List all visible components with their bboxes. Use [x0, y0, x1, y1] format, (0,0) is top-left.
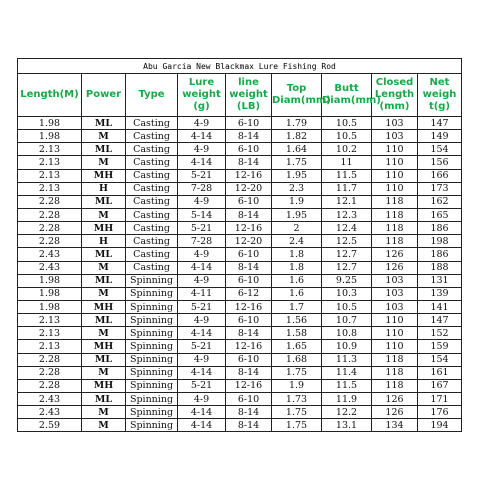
cell-line-weight: 12-20 — [226, 182, 272, 195]
cell-closed-length: 110 — [372, 314, 418, 327]
cell-butt-diam: 13.1 — [322, 419, 372, 432]
cell-line-weight: 8-14 — [226, 156, 272, 169]
cell-top-diam: 1.75 — [272, 366, 322, 379]
cell-closed-length: 103 — [372, 130, 418, 143]
cell-lure-weight: 5-21 — [178, 169, 226, 182]
cell-lure-weight: 4-9 — [178, 248, 226, 261]
cell-top-diam: 1.8 — [272, 248, 322, 261]
cell-lure-weight: 4-11 — [178, 287, 226, 300]
cell-net-weight: 171 — [418, 392, 462, 405]
cell-net-weight: 141 — [418, 300, 462, 313]
cell-power: MH — [82, 222, 126, 235]
cell-net-weight: 147 — [418, 117, 462, 130]
table-row — [18, 182, 462, 195]
cell-line-weight: 8-14 — [226, 208, 272, 221]
cell-type: Casting — [126, 248, 178, 261]
table-row — [18, 353, 462, 366]
cell-type: Spinning — [126, 406, 178, 419]
header-type: Type — [126, 74, 178, 117]
cell-line-weight: 6-10 — [226, 143, 272, 156]
cell-net-weight: 176 — [418, 406, 462, 419]
cell-net-weight: 166 — [418, 169, 462, 182]
cell-type: Spinning — [126, 340, 178, 353]
cell-length: 2.13 — [18, 314, 82, 327]
cell-power: ML — [82, 248, 126, 261]
cell-lure-weight: 4-9 — [178, 117, 226, 130]
cell-type: Spinning — [126, 327, 178, 340]
cell-net-weight: 152 — [418, 327, 462, 340]
spec-table — [17, 58, 462, 432]
cell-net-weight: 149 — [418, 130, 462, 143]
spec-sheet — [17, 58, 461, 432]
cell-butt-diam: 10.3 — [322, 287, 372, 300]
cell-type: Casting — [126, 261, 178, 274]
cell-length: 2.43 — [18, 248, 82, 261]
cell-butt-diam: 10.5 — [322, 130, 372, 143]
cell-lure-weight: 4-14 — [178, 156, 226, 169]
cell-butt-diam: 10.5 — [322, 117, 372, 130]
cell-butt-diam: 12.4 — [322, 222, 372, 235]
cell-closed-length: 118 — [372, 353, 418, 366]
cell-power: ML — [82, 117, 126, 130]
cell-top-diam: 1.75 — [272, 406, 322, 419]
header-line-weight: line weight (LB) — [226, 74, 272, 117]
cell-power: MH — [82, 169, 126, 182]
cell-butt-diam: 10.9 — [322, 340, 372, 353]
cell-butt-diam: 10.2 — [322, 143, 372, 156]
cell-lure-weight: 4-14 — [178, 261, 226, 274]
cell-line-weight: 6-10 — [226, 248, 272, 261]
cell-lure-weight: 4-9 — [178, 143, 226, 156]
table-row — [18, 143, 462, 156]
cell-line-weight: 6-10 — [226, 274, 272, 287]
cell-lure-weight: 4-14 — [178, 130, 226, 143]
cell-butt-diam: 11.5 — [322, 169, 372, 182]
cell-length: 2.43 — [18, 406, 82, 419]
header-closed-length: Closed Length (mm) — [372, 74, 418, 117]
cell-lure-weight: 4-14 — [178, 406, 226, 419]
cell-line-weight: 8-14 — [226, 419, 272, 432]
table-row — [18, 195, 462, 208]
cell-closed-length: 118 — [372, 235, 418, 248]
cell-lure-weight: 4-9 — [178, 195, 226, 208]
cell-line-weight: 6-10 — [226, 392, 272, 405]
cell-butt-diam: 11.3 — [322, 353, 372, 366]
cell-butt-diam: 12.3 — [322, 208, 372, 221]
cell-length: 2.28 — [18, 353, 82, 366]
cell-type: Spinning — [126, 366, 178, 379]
cell-lure-weight: 5-21 — [178, 340, 226, 353]
cell-butt-diam: 12.5 — [322, 235, 372, 248]
cell-type: Spinning — [126, 379, 178, 392]
cell-length: 2.43 — [18, 261, 82, 274]
cell-net-weight: 173 — [418, 182, 462, 195]
cell-power: M — [82, 406, 126, 419]
cell-net-weight: 139 — [418, 287, 462, 300]
cell-net-weight: 159 — [418, 340, 462, 353]
cell-closed-length: 110 — [372, 340, 418, 353]
header-row — [18, 74, 462, 117]
cell-line-weight: 6-10 — [226, 314, 272, 327]
cell-power: MH — [82, 300, 126, 313]
cell-net-weight: 186 — [418, 222, 462, 235]
cell-power: M — [82, 287, 126, 300]
cell-length: 2.13 — [18, 169, 82, 182]
cell-length: 1.98 — [18, 117, 82, 130]
cell-length: 2.28 — [18, 195, 82, 208]
table-row — [18, 156, 462, 169]
cell-net-weight: 194 — [418, 419, 462, 432]
cell-line-weight: 12-16 — [226, 379, 272, 392]
table-body — [18, 117, 462, 432]
cell-line-weight: 8-14 — [226, 406, 272, 419]
cell-length: 2.28 — [18, 222, 82, 235]
cell-power: M — [82, 366, 126, 379]
cell-top-diam: 1.64 — [272, 143, 322, 156]
cell-line-weight: 8-14 — [226, 327, 272, 340]
cell-lure-weight: 5-21 — [178, 300, 226, 313]
cell-power: ML — [82, 353, 126, 366]
table-row — [18, 130, 462, 143]
cell-type: Spinning — [126, 314, 178, 327]
cell-top-diam: 1.7 — [272, 300, 322, 313]
cell-net-weight: 188 — [418, 261, 462, 274]
cell-lure-weight: 4-9 — [178, 314, 226, 327]
header-lure-weight: Lure weight (g) — [178, 74, 226, 117]
cell-length: 2.28 — [18, 208, 82, 221]
table-row — [18, 287, 462, 300]
cell-closed-length: 118 — [372, 366, 418, 379]
cell-closed-length: 134 — [372, 419, 418, 432]
table-row — [18, 117, 462, 130]
cell-line-weight: 6-12 — [226, 287, 272, 300]
cell-lure-weight: 5-21 — [178, 222, 226, 235]
cell-type: Casting — [126, 195, 178, 208]
header-butt-diam: Butt Diam(mm) — [322, 74, 372, 117]
cell-lure-weight: 4-9 — [178, 274, 226, 287]
cell-closed-length: 110 — [372, 143, 418, 156]
cell-butt-diam: 12.2 — [322, 406, 372, 419]
cell-power: MH — [82, 379, 126, 392]
cell-line-weight: 6-10 — [226, 117, 272, 130]
cell-closed-length: 110 — [372, 327, 418, 340]
cell-top-diam: 1.65 — [272, 340, 322, 353]
table-row — [18, 169, 462, 182]
cell-power: M — [82, 208, 126, 221]
cell-line-weight: 12-16 — [226, 169, 272, 182]
cell-net-weight: 167 — [418, 379, 462, 392]
cell-butt-diam: 11 — [322, 156, 372, 169]
cell-closed-length: 118 — [372, 195, 418, 208]
cell-length: 1.98 — [18, 130, 82, 143]
table-title: Abu Garcia New Blackmax Lure Fishing Rod — [18, 59, 462, 74]
cell-type: Spinning — [126, 287, 178, 300]
cell-line-weight: 12-16 — [226, 340, 272, 353]
cell-length: 2.13 — [18, 327, 82, 340]
table-row — [18, 208, 462, 221]
cell-net-weight: 165 — [418, 208, 462, 221]
cell-line-weight: 8-14 — [226, 261, 272, 274]
cell-top-diam: 2 — [272, 222, 322, 235]
cell-type: Spinning — [126, 300, 178, 313]
table-row — [18, 222, 462, 235]
cell-lure-weight: 4-14 — [178, 366, 226, 379]
cell-line-weight: 12-16 — [226, 222, 272, 235]
header-net-weight: Net weigh t(g) — [418, 74, 462, 117]
cell-lure-weight: 4-9 — [178, 353, 226, 366]
cell-top-diam: 2.3 — [272, 182, 322, 195]
cell-closed-length: 126 — [372, 248, 418, 261]
cell-type: Casting — [126, 235, 178, 248]
cell-lure-weight: 5-14 — [178, 208, 226, 221]
cell-net-weight: 131 — [418, 274, 462, 287]
table-row — [18, 314, 462, 327]
cell-butt-diam: 12.7 — [322, 261, 372, 274]
cell-top-diam: 1.9 — [272, 195, 322, 208]
table-row — [18, 300, 462, 313]
cell-power: H — [82, 182, 126, 195]
cell-type: Casting — [126, 222, 178, 235]
cell-closed-length: 103 — [372, 117, 418, 130]
cell-net-weight: 198 — [418, 235, 462, 248]
cell-length: 1.98 — [18, 274, 82, 287]
cell-top-diam: 1.68 — [272, 353, 322, 366]
cell-butt-diam: 10.5 — [322, 300, 372, 313]
cell-net-weight: 161 — [418, 366, 462, 379]
cell-line-weight: 6-10 — [226, 353, 272, 366]
cell-length: 1.98 — [18, 287, 82, 300]
cell-type: Spinning — [126, 392, 178, 405]
cell-closed-length: 110 — [372, 156, 418, 169]
cell-net-weight: 154 — [418, 143, 462, 156]
cell-closed-length: 103 — [372, 300, 418, 313]
cell-top-diam: 1.8 — [272, 261, 322, 274]
cell-power: ML — [82, 274, 126, 287]
cell-lure-weight: 4-14 — [178, 419, 226, 432]
cell-net-weight: 162 — [418, 195, 462, 208]
cell-length: 1.98 — [18, 300, 82, 313]
cell-butt-diam: 12.1 — [322, 195, 372, 208]
table-row — [18, 261, 462, 274]
cell-top-diam: 1.75 — [272, 419, 322, 432]
cell-butt-diam: 9.25 — [322, 274, 372, 287]
cell-line-weight: 12-20 — [226, 235, 272, 248]
table-row — [18, 340, 462, 353]
cell-top-diam: 1.6 — [272, 274, 322, 287]
cell-line-weight: 8-14 — [226, 366, 272, 379]
cell-top-diam: 1.73 — [272, 392, 322, 405]
cell-closed-length: 110 — [372, 169, 418, 182]
cell-top-diam: 1.56 — [272, 314, 322, 327]
header-power: Power — [82, 74, 126, 117]
cell-length: 2.28 — [18, 379, 82, 392]
cell-type: Spinning — [126, 353, 178, 366]
cell-closed-length: 110 — [372, 182, 418, 195]
cell-closed-length: 126 — [372, 392, 418, 405]
cell-power: M — [82, 327, 126, 340]
cell-closed-length: 126 — [372, 406, 418, 419]
cell-type: Casting — [126, 169, 178, 182]
cell-closed-length: 118 — [372, 208, 418, 221]
cell-power: H — [82, 235, 126, 248]
cell-type: Casting — [126, 156, 178, 169]
table-row — [18, 379, 462, 392]
table-row — [18, 235, 462, 248]
cell-length: 2.13 — [18, 156, 82, 169]
cell-lure-weight: 7-28 — [178, 235, 226, 248]
cell-length: 2.13 — [18, 340, 82, 353]
cell-power: M — [82, 419, 126, 432]
cell-top-diam: 1.75 — [272, 156, 322, 169]
cell-power: M — [82, 156, 126, 169]
cell-type: Casting — [126, 117, 178, 130]
cell-type: Casting — [126, 208, 178, 221]
cell-line-weight: 6-10 — [226, 195, 272, 208]
cell-length: 2.59 — [18, 419, 82, 432]
cell-lure-weight: 4-14 — [178, 327, 226, 340]
table-row — [18, 327, 462, 340]
cell-type: Spinning — [126, 419, 178, 432]
cell-closed-length: 103 — [372, 287, 418, 300]
cell-closed-length: 126 — [372, 261, 418, 274]
cell-closed-length: 103 — [372, 274, 418, 287]
cell-butt-diam: 12.7 — [322, 248, 372, 261]
cell-type: Casting — [126, 130, 178, 143]
table-row — [18, 406, 462, 419]
cell-top-diam: 1.95 — [272, 169, 322, 182]
cell-length: 2.28 — [18, 366, 82, 379]
cell-line-weight: 8-14 — [226, 130, 272, 143]
cell-butt-diam: 11.9 — [322, 392, 372, 405]
cell-top-diam: 1.58 — [272, 327, 322, 340]
cell-top-diam: 1.6 — [272, 287, 322, 300]
cell-length: 2.28 — [18, 235, 82, 248]
cell-top-diam: 1.79 — [272, 117, 322, 130]
cell-top-diam: 1.95 — [272, 208, 322, 221]
cell-type: Spinning — [126, 274, 178, 287]
cell-butt-diam: 11.7 — [322, 182, 372, 195]
table-row — [18, 419, 462, 432]
header-length: Length(M) — [18, 74, 82, 117]
cell-power: ML — [82, 392, 126, 405]
table-row — [18, 274, 462, 287]
cell-net-weight: 186 — [418, 248, 462, 261]
cell-power: MH — [82, 340, 126, 353]
cell-power: M — [82, 130, 126, 143]
cell-type: Casting — [126, 143, 178, 156]
cell-lure-weight: 7-28 — [178, 182, 226, 195]
cell-power: M — [82, 261, 126, 274]
table-row — [18, 392, 462, 405]
cell-top-diam: 2.4 — [272, 235, 322, 248]
cell-top-diam: 1.82 — [272, 130, 322, 143]
cell-power: ML — [82, 314, 126, 327]
cell-net-weight: 147 — [418, 314, 462, 327]
cell-top-diam: 1.9 — [272, 379, 322, 392]
cell-power: ML — [82, 143, 126, 156]
cell-power: ML — [82, 195, 126, 208]
table-row — [18, 248, 462, 261]
cell-closed-length: 118 — [372, 379, 418, 392]
cell-lure-weight: 5-21 — [178, 379, 226, 392]
cell-line-weight: 12-16 — [226, 300, 272, 313]
cell-closed-length: 118 — [372, 222, 418, 235]
cell-length: 2.43 — [18, 392, 82, 405]
cell-butt-diam: 10.7 — [322, 314, 372, 327]
cell-type: Casting — [126, 182, 178, 195]
cell-net-weight: 156 — [418, 156, 462, 169]
cell-net-weight: 154 — [418, 353, 462, 366]
table-row — [18, 366, 462, 379]
cell-butt-diam: 11.5 — [322, 379, 372, 392]
cell-length: 2.13 — [18, 182, 82, 195]
cell-butt-diam: 11.4 — [322, 366, 372, 379]
cell-length: 2.13 — [18, 143, 82, 156]
cell-butt-diam: 10.8 — [322, 327, 372, 340]
header-top-diam: Top Diam(mm) — [272, 74, 322, 117]
cell-lure-weight: 4-9 — [178, 392, 226, 405]
